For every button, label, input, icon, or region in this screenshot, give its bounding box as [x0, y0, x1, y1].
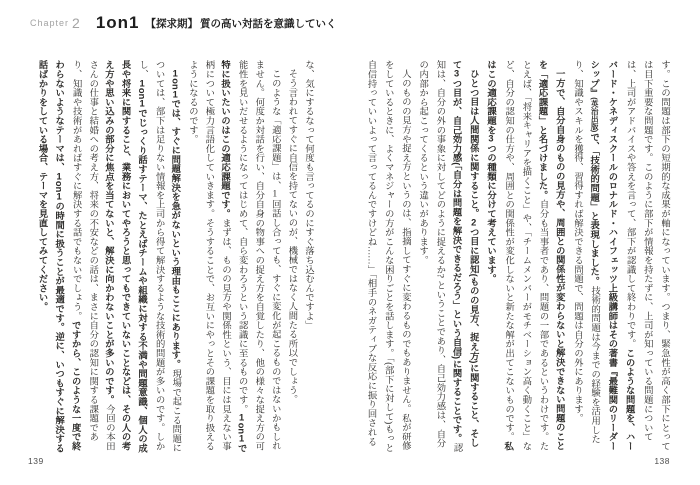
body-text-run: 自分も当事者であり、問題の一部であるというわけです。たとえば、「将来キャリアを描くこと」や、「チームメンバーがモチベーション高く動くこと」など、自分の認知の仕方や、周囲との関係性が変化しないと新たな解が出てこないものです。 [503, 60, 548, 451]
running-head [30, 13, 337, 33]
stage-label: 【探求期】 [145, 17, 199, 30]
paragraph [299, 60, 316, 453]
paragraph [413, 60, 482, 453]
body-text-run: 認知は、自分の外の事象に対してどのように捉えるか? ということであり、自己効力感は、自分の内部から起こってくるという違いがあります。 [417, 60, 462, 453]
body-text-run: な、気にするなって何度も言ってるのにすぐ落ち込むんですよ」 [303, 60, 313, 330]
body-text-run: 人のものの見方や捉え方というのは、指摘してすぐに変わるものでもありません。私が研修をしているときに、よくマネジャーの方がこんな困りごとを話します。「(部下に対して)もっと自信持っていいよって言ってるんですけどね……」「相手のネガティブな反応に振り回される [365, 60, 410, 453]
body-text-run: 現場で起こる問題については、部下は足りない情報を上司から得て解決するような技術的問題が多いのです。しかし、 [137, 60, 181, 453]
section-title: 質の高い対話を意識していく [200, 17, 337, 30]
emphasis-text-run: 1on1でじっくり話すテーマ、たとえばチームや組織に対する不満や問題意識、個人の成長や将来に関すること、業務においてやろうと思ってもできていないことなどは、その人の考え方や思い込みの部分に焦点を当てないと、解決に向かわないことが多いのです。 [103, 60, 148, 453]
page-left-body-text [32, 60, 316, 453]
emphasis-text-run: で、「技術的問題」と表現しました。 [589, 132, 600, 286]
emphasis-text-run: 1on1では、すぐに問題解決を急がないという理由もここにあります。 [170, 69, 181, 369]
paragraph [34, 60, 183, 453]
emphasis-text-run: ですから、このような一度で終わらないようなテーマは、1on1の時間に扱うことが最適です。逆に、いつもすぐに解決する話ばかりをしている場合、テーマを見直してみてください。 [37, 60, 81, 453]
paragraph [568, 60, 672, 453]
body-text-run: このような「適応課題」は、1回話し合っても、すぐに変化が起こるものではないかもしれません。何度か対話を行い、自分自身の物事への捉え方を自覚したり、他の様々な捉え方の可能性を見いだせるようになってはじめて、自ら変わろうという認識に至るものです。 [236, 60, 280, 451]
emphasis-text-run: 1on1で特に扱いたいのはこの適応課題です。 [220, 60, 247, 453]
paragraph [361, 60, 413, 453]
body-text-run: まずは、ものの見方や関係性という、目には見えない事柄について極力言語化していきます。そうすることで、お互いにやっとその課題を取り扱えるようになるのです。 [186, 60, 231, 451]
page-right-body-text [352, 60, 672, 453]
body-text-run: 技術的問題は今までの経験を活用したり、知識やスキルを獲得、習得すれば解決できる問題で、問題は自分の外にあります。 [571, 60, 600, 444]
body-text-run: す。この問題は部下の短期的な成果が軸になっています。つまり、緊急性が高く部下にとっては目下重要な問題です。このように部下が情報を持たずに、上司が知っている問題については、上司がアドバイスや答えを言って、部下が認識して終わりです。 [624, 60, 669, 451]
body-text-run: 今回の本田さんの仕事と結婚への考え方、将来の不安などの話は、まさに自分の認知に関する課題であり、知識や技術があればすぐに解決する話でもないでしょう。 [70, 60, 114, 451]
emphasis-text-run: (英治出版) [590, 97, 600, 133]
page-number-left: 139 [28, 456, 44, 466]
emphasis-text-run: 私はこの適応課題を3つの種類に分けて考えています。 [485, 60, 514, 451]
series-title: 1on1 [95, 13, 140, 32]
chapter-label: Chapter [30, 18, 70, 28]
paragraph [482, 60, 568, 453]
body-text-run: そう言われてすぐに自信を持てないのが、機械ではなく人間たる所以でしょう。 [286, 69, 297, 405]
paragraph [183, 60, 283, 453]
page-number-right: 138 [654, 456, 670, 466]
emphasis-text-run: ひとつ目は人間関係に関すること。2つ目に認知(ものの見方、捉え方)に関すること、そして3つ目が、自己効力感(「自分は問題を解決できるだろう」という自信)に関することです。 [451, 60, 479, 448]
chapter-number: 2 [72, 15, 80, 31]
paragraph [283, 60, 300, 453]
emphasis-text-run: 一方で、自分自身のものの見方や、周囲との関係性が変わらないと解決できない問題のことを「適応課題」と名づけました。 [537, 60, 565, 451]
emphasis-text-run: このような問題を、ハーバード・ケネディスクールのロナルド・ハイフェッツ上級講師はその著書『最難関のリーダーシップ』 [589, 60, 635, 451]
